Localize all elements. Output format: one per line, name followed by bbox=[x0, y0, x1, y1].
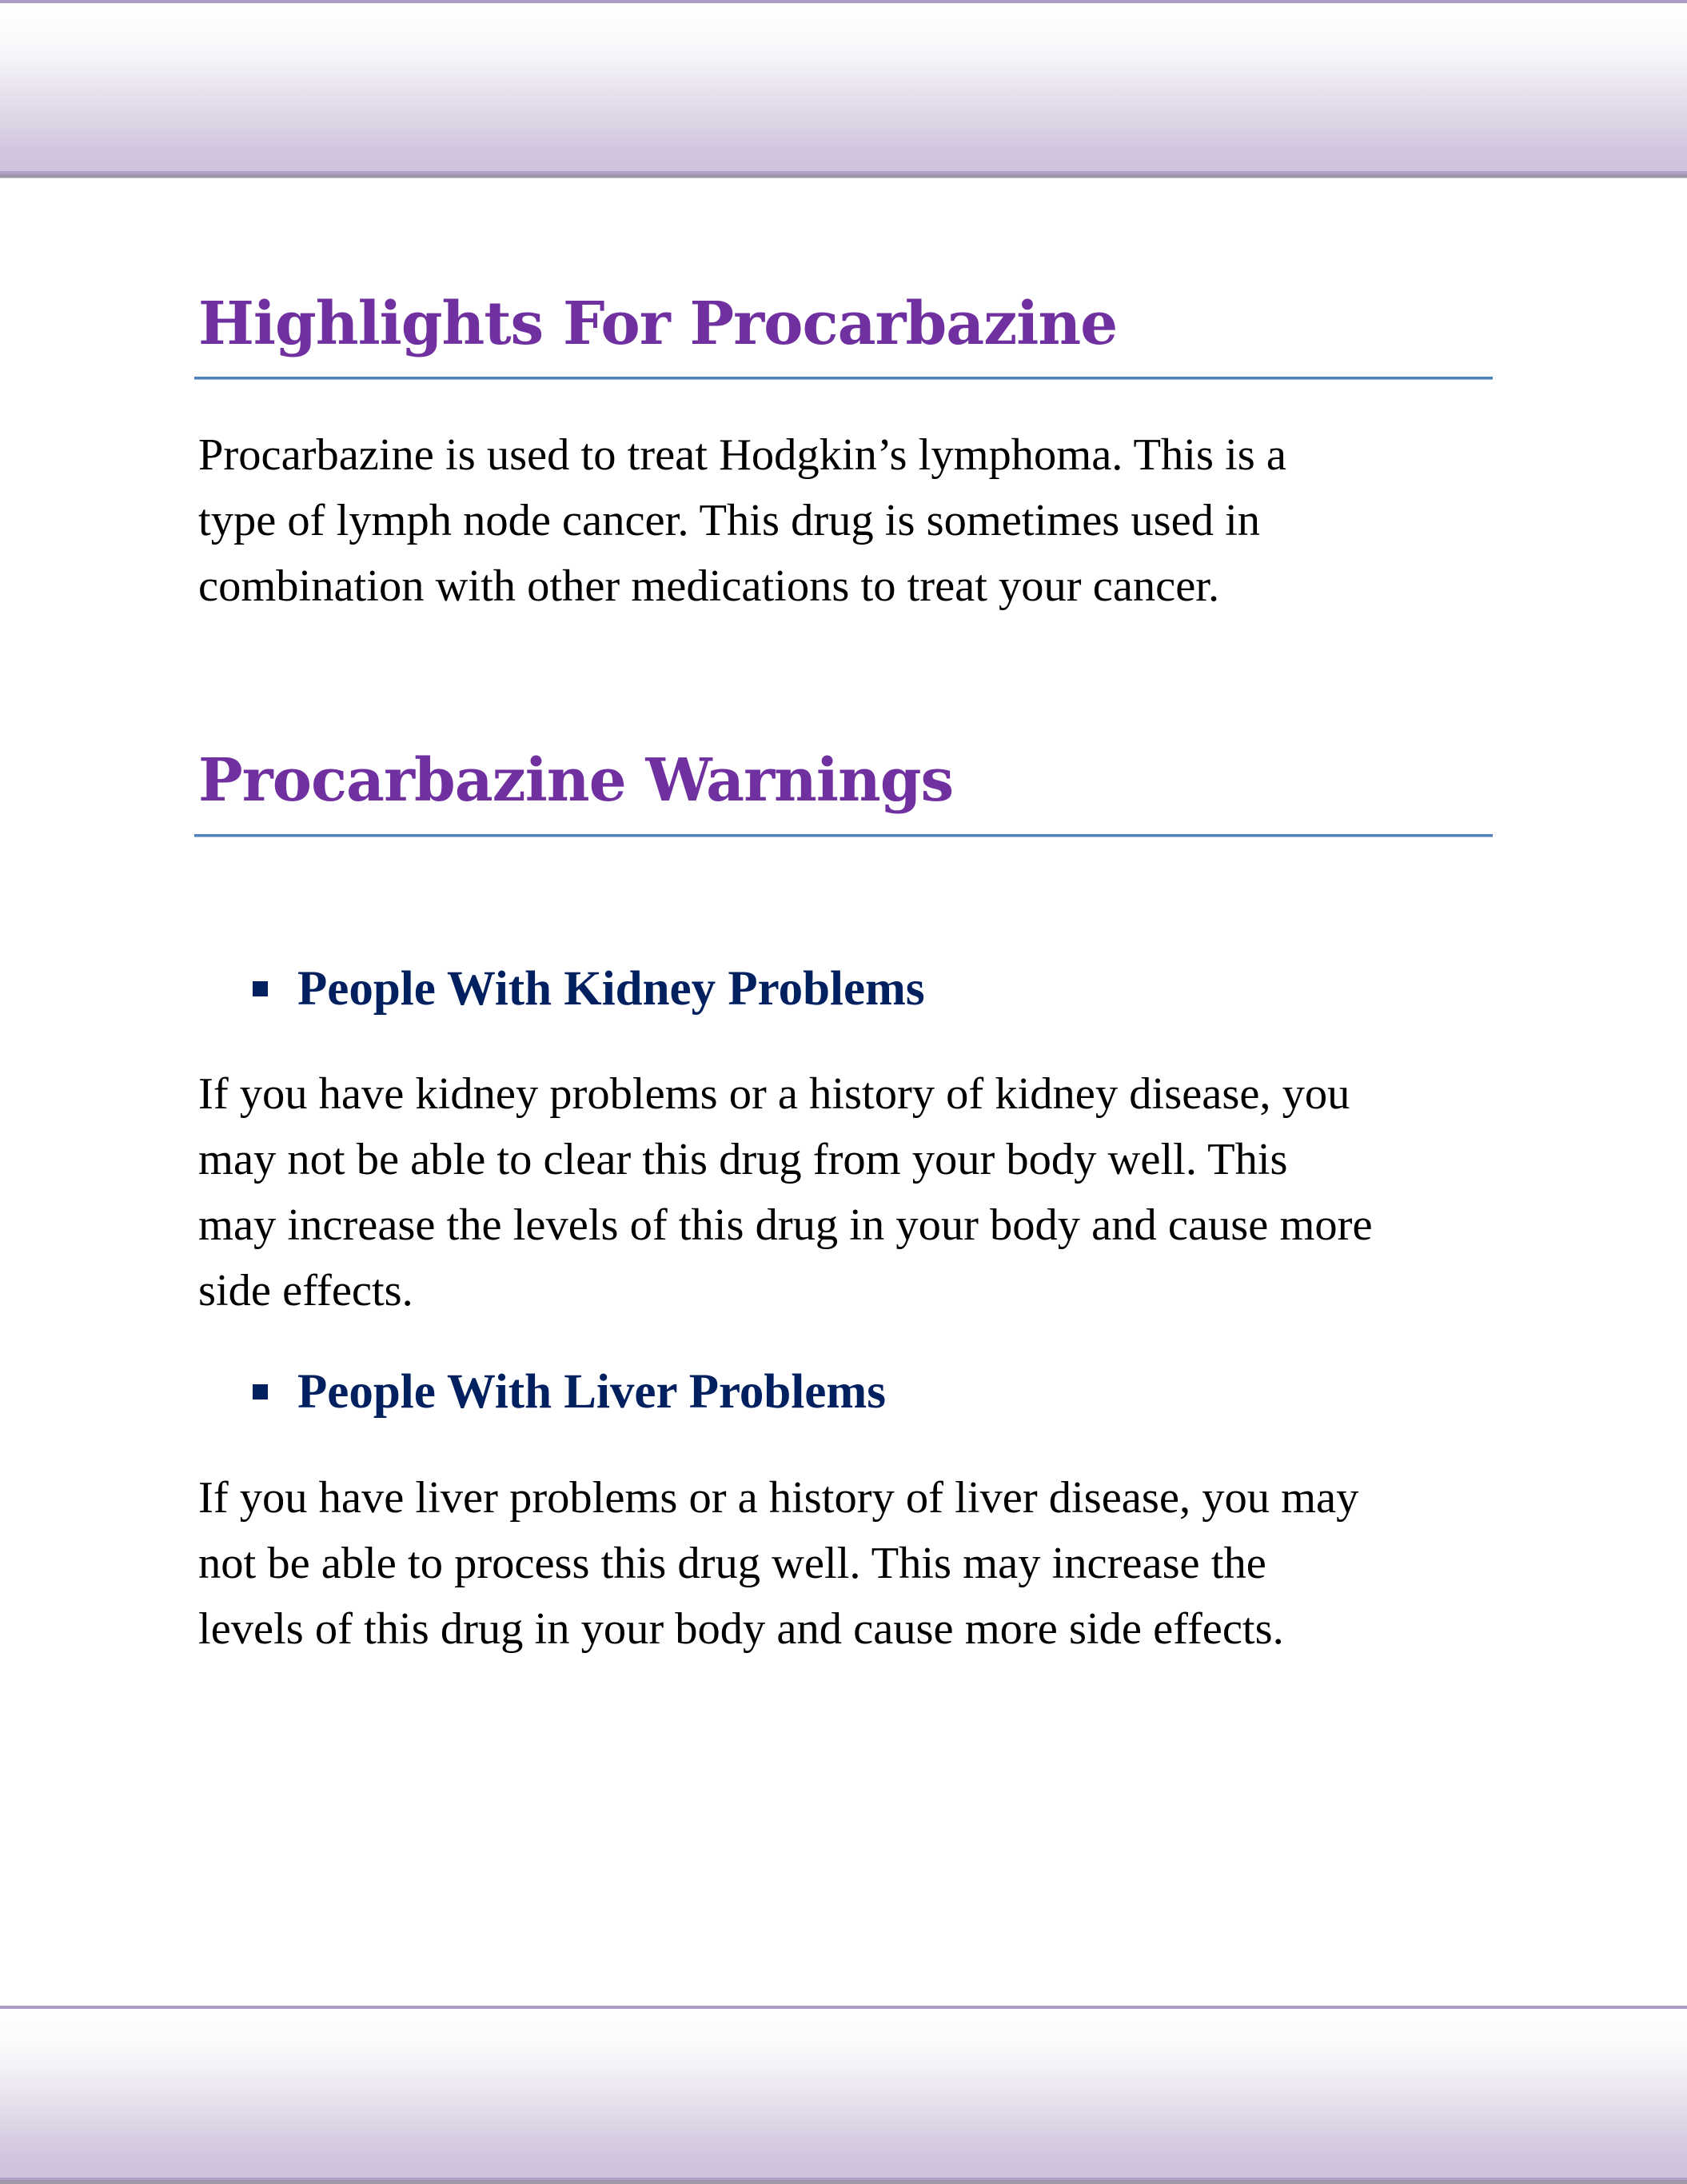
subheading-kidney bbox=[253, 962, 925, 1016]
paragraph-line: combination with other medications to treat your cancer. bbox=[198, 561, 1220, 611]
page-footer-band bbox=[0, 2006, 1687, 2184]
paragraph-line: may not be able to clear this drug from your body well. This bbox=[198, 1135, 1288, 1184]
paragraph-line: If you have liver problems or a history of liver disease, you may bbox=[198, 1473, 1359, 1523]
highlights-paragraph bbox=[198, 422, 1510, 619]
liver-paragraph bbox=[198, 1465, 1510, 1662]
section-title-highlights: Highlights For Procarbazine bbox=[198, 289, 1118, 358]
paragraph-line: type of lymph node cancer. This drug is sometimes used in bbox=[198, 496, 1261, 545]
heading-rule bbox=[194, 377, 1493, 380]
paragraph-line: If you have kidney problems or a history of kidney disease, you bbox=[198, 1069, 1350, 1119]
section-title-warnings: Procarbazine Warnings bbox=[198, 746, 954, 815]
paragraph-line: levels of this drug in your body and cause more side effects. bbox=[198, 1604, 1284, 1654]
paragraph-line: Procarbazine is used to treat Hodgkin’s lymphoma. This is a bbox=[198, 430, 1286, 480]
subheading-text: People With Liver Problems bbox=[297, 1365, 886, 1419]
paragraph-line: may increase the levels of this drug in your body and cause more bbox=[198, 1200, 1373, 1250]
kidney-paragraph bbox=[198, 1061, 1510, 1324]
paragraph-line: side effects. bbox=[198, 1266, 413, 1316]
square-bullet-icon bbox=[253, 981, 268, 996]
subheading-text: People With Kidney Problems bbox=[297, 962, 925, 1016]
page-header-band bbox=[0, 0, 1687, 178]
subheading-liver bbox=[253, 1365, 886, 1419]
square-bullet-icon bbox=[253, 1384, 268, 1399]
paragraph-line: not be able to process this drug well. This may increase the bbox=[198, 1539, 1266, 1588]
heading-rule bbox=[194, 834, 1493, 837]
